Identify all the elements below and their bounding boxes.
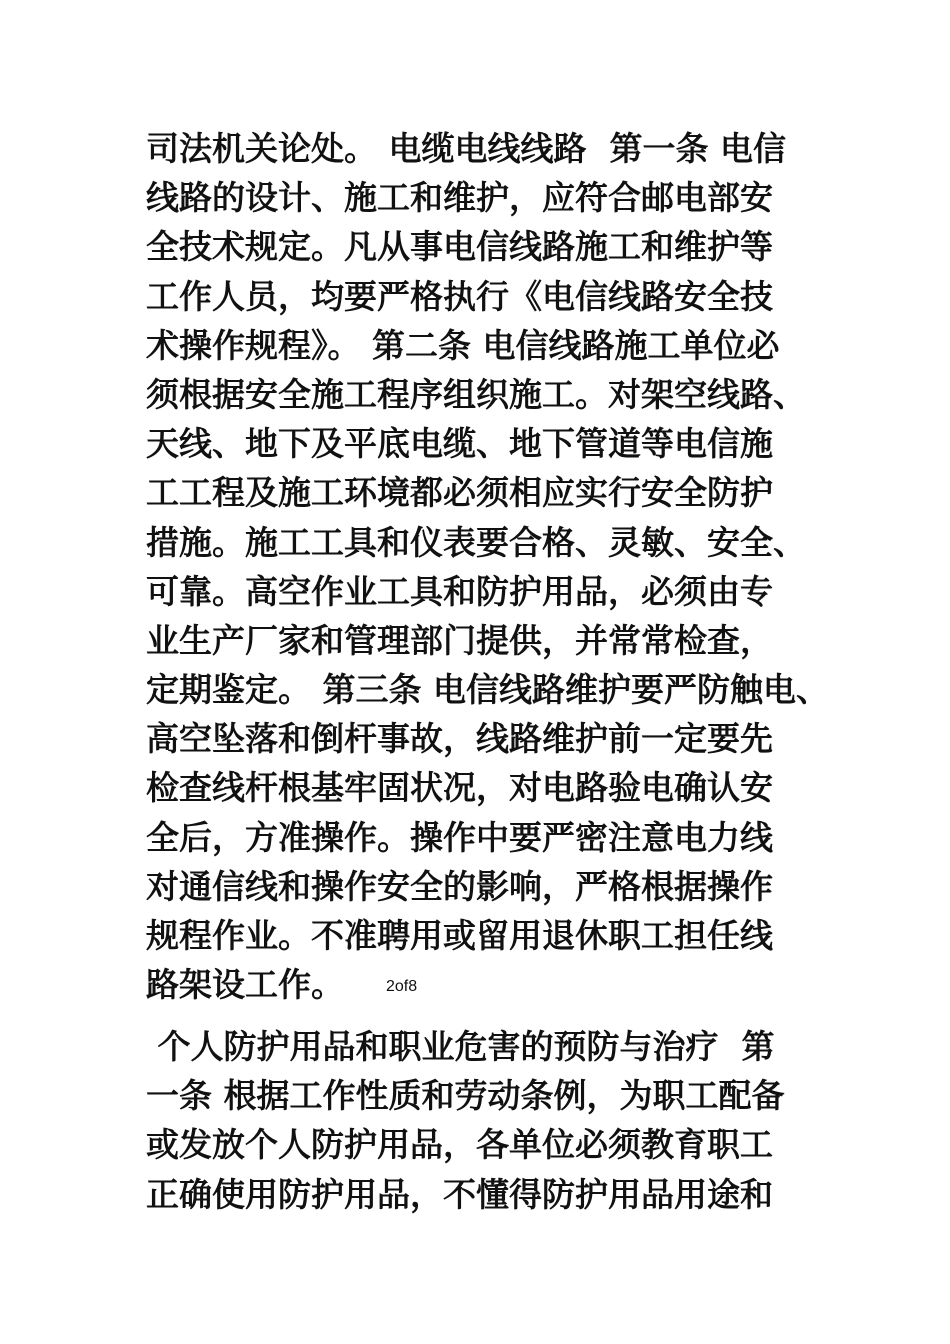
- safety-regulations-text: [146, 124, 836, 1009]
- text-line: 全后，方准操作。操作中要严密注意电力线: [146, 817, 773, 857]
- text-line: 定期鉴定。 第三条 电信线路维护要严防触电、: [146, 670, 829, 710]
- text-line-content: 路架设工作。: [146, 965, 344, 1005]
- text-line: 工作人员，均要严格执行《电信线路安全技: [146, 276, 773, 316]
- text-line: 司法机关论处。 电缆电线线路 第一条 电信: [146, 129, 786, 168]
- text-line: 正确使用防护用品，不懂得防护用品用途和: [146, 1174, 773, 1214]
- text-line-last: [146, 960, 836, 1009]
- text-line: 措施。施工工具和仪表要合格、灵敏、安全、: [146, 522, 806, 562]
- text-line: 规程作业。不准聘用或留用退休职工担任线: [146, 916, 773, 955]
- page-number: 2of8: [386, 978, 418, 996]
- text-line: 工工程及施工环境都必须相应实行安全防护: [146, 473, 773, 513]
- text-line: 可靠。高空作业工具和防护用品，必须由专: [146, 571, 773, 611]
- text-line: 个人防护用品和职业危害的预防与治疗 第: [146, 1027, 775, 1066]
- text-line: 高空坠落和倒杆事故，线路维护前一定要先: [146, 719, 773, 759]
- text-line: 全技术规定。凡从事电信线路施工和维护等: [146, 227, 773, 267]
- text-line: 一条 根据工作性质和劳动条例，为职工配备: [146, 1076, 785, 1116]
- text-line: 术操作规程》。 第二条 电信线路施工单位必: [146, 325, 780, 365]
- text-line: 须根据安全施工程序组织施工。对架空线路、: [146, 374, 806, 414]
- text-line: 或发放个人防护用品，各单位必须教育职工: [146, 1125, 773, 1165]
- text-line: 天线、地下及平底电缆、地下管道等电信施: [146, 424, 773, 464]
- text-line: 对通信线和操作安全的影响，严格根据操作: [146, 866, 773, 906]
- text-line: 线路的设计、施工和维护，应符合邮电部安: [146, 178, 773, 218]
- text-line: 检查线杆根基牢固状况，对电路验电确认安: [146, 768, 773, 808]
- protective-equipment-text: [146, 1022, 836, 1219]
- text-line: 业生产厂家和管理部门提供，并常常检查，: [146, 620, 773, 660]
